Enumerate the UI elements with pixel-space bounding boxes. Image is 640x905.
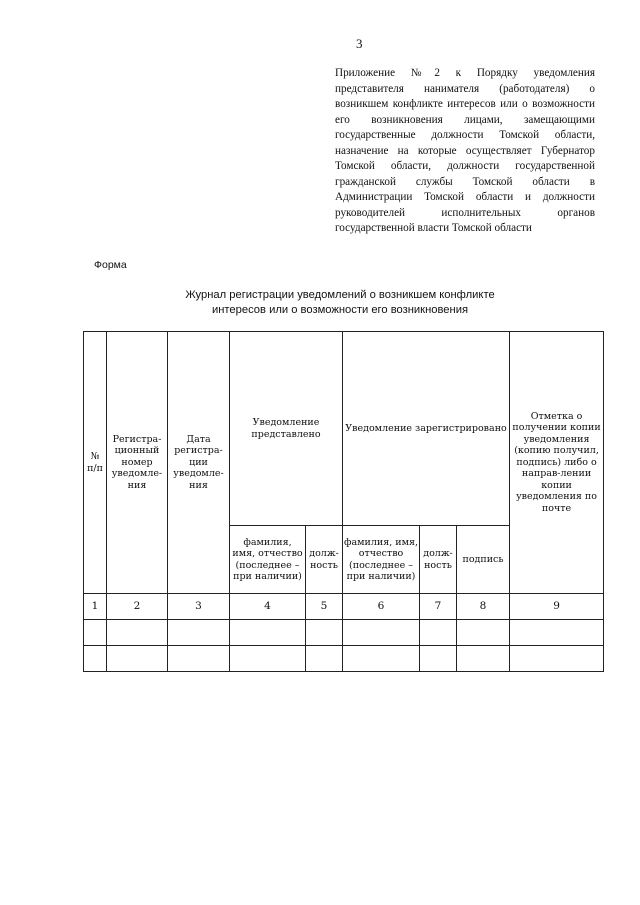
sub-fio-registered: фамилия, имя, отчество (последнее – при наличии) (343, 526, 420, 594)
appendix-text: Приложение №2 к Порядку уведомления представителя нанимателя (работодателя) о возникшем конфликте интересов или о возможности его возникновения лицами, замещающими государственные должности Томской области, назначение на которые осуществляет Губернатор Томской области, должности государственной гражданской службы Томской области в Администрации Томской области и должности руководителей исполнительных органов государственной власти Томской области (335, 67, 595, 234)
empty-cell (457, 646, 510, 672)
empty-cell (343, 620, 420, 646)
empty-cell (457, 620, 510, 646)
page-number: 3 (356, 36, 363, 51)
empty-row (84, 620, 604, 646)
empty-cell (107, 620, 168, 646)
col-number-4: 4 (230, 594, 306, 620)
numbers-row (84, 594, 604, 620)
header-date: Дата регистра-ции уведомле-ния (168, 332, 230, 594)
header-mark: Отметка о получении копии уведомления (копию получил, подпись) либо о направ-лении копии уведомления по почте (510, 332, 604, 594)
col-number-7: 7 (420, 594, 457, 620)
form-label: Форма (94, 259, 127, 271)
header-num: № п/п (84, 332, 107, 594)
sub-position-registered: долж-ность (420, 526, 457, 594)
col-number-5: 5 (306, 594, 343, 620)
empty-cell (230, 646, 306, 672)
empty-cell (343, 646, 420, 672)
empty-cell (510, 646, 604, 672)
col-number-9: 9 (510, 594, 604, 620)
col-number-6: 6 (343, 594, 420, 620)
header-row-1 (84, 332, 604, 526)
empty-cell (510, 620, 604, 646)
col-number-3: 3 (168, 594, 230, 620)
header-registered: Уведомление зарегистрировано (343, 332, 510, 526)
empty-cell (107, 646, 168, 672)
empty-cell (84, 646, 107, 672)
sub-signature: подпись (457, 526, 510, 594)
col-number-2: 2 (107, 594, 168, 620)
journal-title (150, 288, 530, 318)
empty-cell (84, 620, 107, 646)
empty-cell (306, 646, 343, 672)
col-number-1: 1 (84, 594, 107, 620)
header-reg-number: Регистра-ционный номер уведомле-ния (107, 332, 168, 594)
journal-table (83, 331, 604, 672)
empty-cell (230, 620, 306, 646)
empty-cell (306, 620, 343, 646)
journal-title-line-1: Журнал регистрации уведомлений о возникшем конфликте (185, 289, 495, 301)
sub-fio-submitted: фамилия, имя, отчество (последнее – при наличии) (230, 526, 306, 594)
empty-cell (168, 646, 230, 672)
sub-position-submitted: долж-ность (306, 526, 343, 594)
empty-row (84, 646, 604, 672)
journal-title-line-2: интересов или о возможности его возникновения (211, 304, 469, 316)
empty-cell (168, 620, 230, 646)
empty-cell (420, 646, 457, 672)
header-submitted: Уведомление представлено (230, 332, 343, 526)
empty-cell (420, 620, 457, 646)
col-number-8: 8 (457, 594, 510, 620)
